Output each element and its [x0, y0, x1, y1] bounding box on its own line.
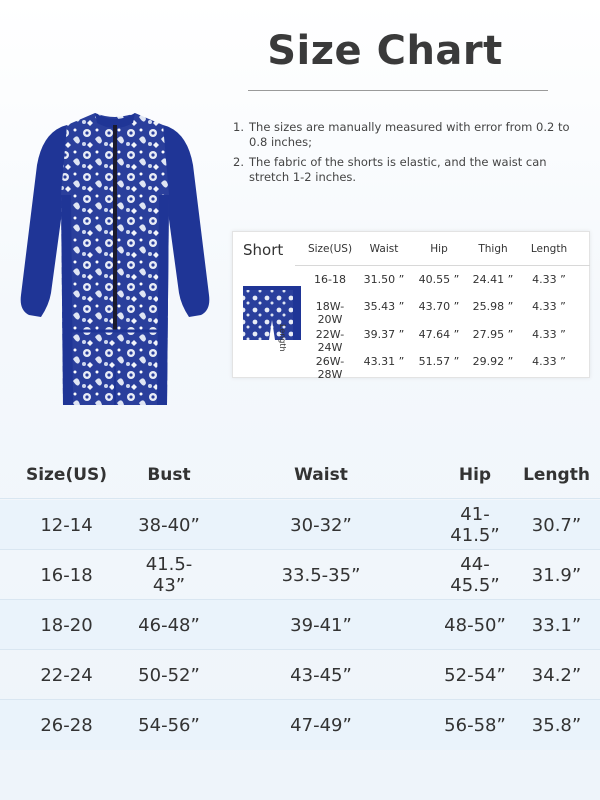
- short-row: [305, 328, 591, 354]
- short-cell: 22W-24W: [315, 328, 345, 354]
- short-row: [305, 273, 591, 286]
- swimsuit-image: [15, 105, 215, 425]
- note-number: 2.: [233, 155, 244, 169]
- table-cell: 47-49”: [290, 714, 352, 736]
- short-header-waist: Waist: [369, 243, 399, 255]
- short-cell: 35.43 ”: [363, 300, 405, 313]
- table-cell: 39-41”: [290, 614, 352, 636]
- main-header-waist: Waist: [294, 465, 348, 485]
- short-cell: 43.31 ”: [363, 355, 405, 368]
- main-header-bust: Bust: [147, 465, 191, 485]
- short-cell: 26W-28W: [315, 355, 345, 381]
- short-cell: 4.33 ”: [532, 300, 566, 313]
- main-header-hip: Hip: [458, 465, 492, 485]
- table-cell: 33.5-35”: [281, 564, 361, 586]
- title-divider: [248, 90, 548, 91]
- short-header-size: Size(US): [307, 243, 353, 255]
- short-cell: 31.50 ”: [363, 273, 405, 286]
- table-cell: 22-24: [40, 664, 93, 686]
- table-row: [0, 550, 600, 600]
- short-label: Short: [243, 241, 284, 259]
- note-text: The fabric of the shorts is elastic, and the waist can stretch 1-2 inches.: [249, 155, 547, 184]
- table-cell: 46-48”: [138, 614, 200, 636]
- table-row: [0, 650, 600, 700]
- note-item: [233, 120, 588, 150]
- note-number: 1.: [233, 120, 244, 134]
- short-header-length: Length: [530, 243, 568, 255]
- short-cell: 27.95 ”: [472, 328, 514, 341]
- table-cell: 34.2”: [531, 664, 582, 686]
- short-header-divider: [295, 265, 590, 266]
- short-cell: 43.70 ”: [418, 300, 460, 313]
- short-cell: 29.92 ”: [472, 355, 514, 368]
- table-cell: 54-56”: [138, 714, 200, 736]
- short-cell: 47.64 ”: [418, 328, 460, 341]
- table-cell: 44-45.5”: [450, 554, 500, 596]
- short-header-hip: Hip: [430, 243, 448, 255]
- short-cell: 40.55 ”: [418, 273, 460, 286]
- table-cell: 41-41.5”: [450, 504, 500, 546]
- table-cell: 26-28: [40, 714, 93, 736]
- table-row: [0, 700, 600, 750]
- table-cell: 30-32”: [290, 514, 352, 536]
- short-cell: 4.33 ”: [532, 355, 566, 368]
- main-size-table: [0, 450, 600, 800]
- short-cell: 16-18: [314, 273, 346, 286]
- table-cell: 52-54”: [444, 664, 506, 686]
- main-header-row: [0, 450, 600, 500]
- notes-list: [233, 120, 588, 190]
- main-header-length: Length: [523, 465, 590, 485]
- short-cell: 51.57 ”: [418, 355, 460, 368]
- table-cell: 50-52”: [138, 664, 200, 686]
- page-title: Size Chart: [267, 28, 503, 74]
- table-cell: 31.9”: [531, 564, 582, 586]
- table-cell: 56-58”: [444, 714, 506, 736]
- table-row: [0, 500, 600, 550]
- short-header-thigh: Thigh: [478, 243, 508, 255]
- short-size-table: [232, 231, 590, 381]
- row-divider: [0, 498, 600, 499]
- table-cell: 43-45”: [290, 664, 352, 686]
- table-row: [0, 600, 600, 650]
- short-header-row: [305, 243, 591, 255]
- short-cell: 18W-20W: [315, 300, 345, 326]
- short-row: [305, 355, 591, 381]
- short-cell: 4.33 ”: [532, 273, 566, 286]
- table-cell: 41.5-43”: [145, 554, 193, 596]
- table-cell: 48-50”: [444, 614, 506, 636]
- table-cell: 38-40”: [138, 514, 200, 536]
- table-cell: 12-14: [40, 514, 93, 536]
- note-item: [233, 155, 588, 185]
- table-cell: 33.1”: [531, 614, 582, 636]
- short-cell: 39.37 ”: [363, 328, 405, 341]
- note-text: The sizes are manually measured with error from 0.2 to 0.8 inches;: [249, 120, 570, 149]
- short-cell: 25.98 ”: [472, 300, 514, 313]
- shorts-image: [239, 282, 305, 347]
- short-cell: 24.41 ”: [472, 273, 514, 286]
- length-tag: Length: [278, 324, 287, 352]
- table-cell: 18-20: [40, 614, 93, 636]
- table-cell: 30.7”: [531, 514, 582, 536]
- main-header-size: Size(US): [25, 465, 108, 485]
- short-row: [305, 300, 591, 326]
- short-cell: 4.33 ”: [532, 328, 566, 341]
- table-cell: 16-18: [40, 564, 93, 586]
- table-cell: 35.8”: [531, 714, 582, 736]
